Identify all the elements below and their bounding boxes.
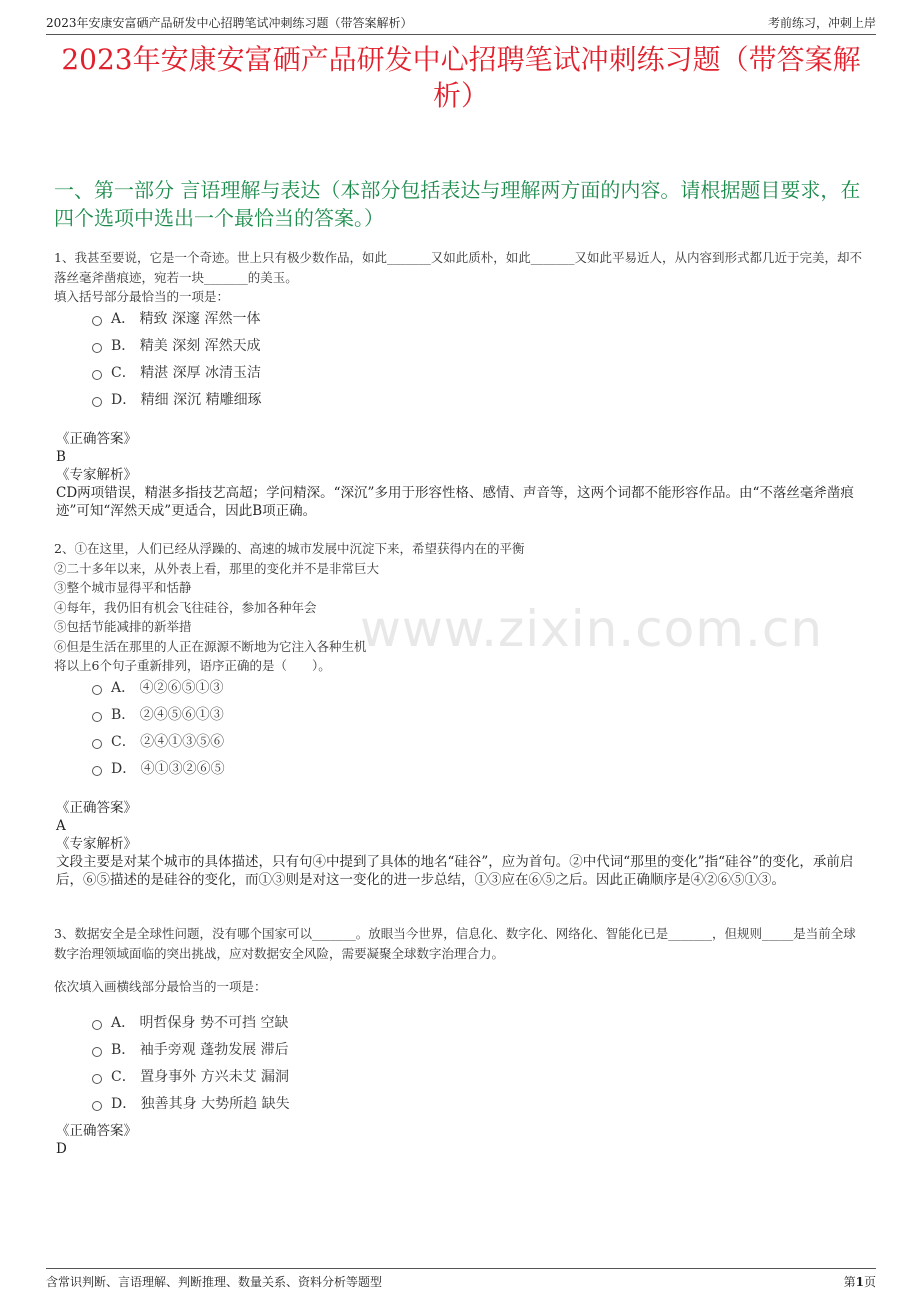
radio-icon[interactable] (92, 766, 102, 776)
analysis-text: CD两项错误，精湛多指技艺高超；学问精深。“深沉”多用于形容性格、感情、声音等，这两个词都不能形容作品。由“不落丝毫斧凿痕迹”可知“浑然天成”更适合，因此B项正确。 (56, 485, 854, 519)
radio-icon[interactable] (92, 316, 102, 326)
page-footer (46, 1268, 876, 1291)
radio-icon[interactable] (92, 739, 102, 749)
radio-icon[interactable] (92, 397, 102, 407)
radio-icon[interactable] (92, 685, 102, 695)
footer-description: 含常识判断、言语理解、判断推理、数量关系、资料分析等题型 (46, 1275, 383, 1289)
question-2-line: ③整个城市显得平和恬静 (54, 580, 192, 595)
answer-value: D (56, 1141, 67, 1157)
question-3-prompt: 依次填入画横线部分最恰当的一项是： (54, 979, 267, 994)
question-3-answer-block (56, 1122, 868, 1158)
radio-icon[interactable] (92, 712, 102, 722)
answer-label: 《正确答案》 (56, 431, 137, 447)
radio-icon[interactable] (92, 1074, 102, 1084)
question-3-text: 3、数据安全是全球性问题，没有哪个国家可以_______。放眼当今世界，信息化、数字化、网络化、智能化已是_______，但规则_____是当前全球数字治理领域面临的突出挑战，应对数据安全风险，需要凝聚全球数字治理合力。 (54, 926, 856, 961)
header-slogan: 考前练习，冲刺上岸 (767, 16, 876, 30)
question-2-line: ②二十多年以来，从外表上看，那里的变化并不是非常巨大 (54, 560, 380, 576)
question-1-options (92, 304, 262, 412)
question-3-stem (54, 924, 868, 997)
option-a[interactable]: A． 明哲保身 势不可挡 空缺 (92, 1008, 290, 1035)
option-a[interactable]: A． ④②⑥⑤①③ (92, 673, 225, 700)
option-c[interactable]: C． 置身事外 方兴未艾 漏洞 (92, 1062, 290, 1089)
question-2-options (92, 673, 225, 781)
analysis-text: 文段主要是对某个城市的具体描述，只有句④中提到了具体的地名“硅谷”，应为首句。②中代词“那里的变化”指“硅谷”的变化，承前启后，⑥⑤描述的是硅谷的变化，而①③则是对这一变化的进一步总结，①③应在⑥⑤之后。因此正确顺序是④②⑥⑤①③。 (56, 854, 854, 888)
option-d[interactable]: D． 精细 深沉 精雕细琢 (92, 385, 262, 412)
header-doc-title: 2023年安康安富硒产品研发中心招聘笔试冲刺练习题（带答案解析） (46, 16, 413, 30)
option-b[interactable]: B． 袖手旁观 蓬勃发展 滞后 (92, 1035, 290, 1062)
question-2-line: ⑤包括节能减排的新举措 (54, 619, 192, 634)
option-d[interactable]: D． ④①③②⑥⑤ (92, 754, 225, 781)
radio-icon[interactable] (92, 1047, 102, 1057)
option-d[interactable]: D． 独善其身 大势所趋 缺失 (92, 1089, 290, 1116)
watermark: www.zixin.com.cn (360, 600, 824, 658)
radio-icon[interactable] (92, 343, 102, 353)
answer-value: B (56, 449, 66, 465)
answer-label: 《正确答案》 (56, 1123, 137, 1139)
question-2-line: ⑥但是生活在那里的人正在源源不断地为它注入各种生机 (54, 638, 367, 654)
option-b[interactable]: B． 精美 深刻 浑然天成 (92, 331, 262, 358)
question-1-answer-block (56, 430, 868, 520)
section-heading: 一、第一部分 言语理解与表达（本部分包括表达与理解两方面的内容。请根据题目要求，在四个选项中选出一个最恰当的答案。） (54, 178, 861, 230)
analysis-label: 《专家解析》 (56, 836, 137, 852)
radio-icon[interactable] (92, 370, 102, 380)
radio-icon[interactable] (92, 1020, 102, 1030)
answer-value: A (56, 818, 66, 834)
document-title: 2023年安康安富硒产品研发中心招聘笔试冲刺练习题（带答案解析） (61, 43, 861, 112)
question-2-answer-block (56, 799, 868, 889)
option-a[interactable]: A． 精致 深邃 浑然一体 (92, 304, 262, 331)
question-1-stem (54, 248, 868, 307)
radio-icon[interactable] (92, 1101, 102, 1111)
question-3-options (92, 1008, 290, 1116)
question-1-prompt: 填入括号部分最恰当的一项是： (54, 289, 230, 304)
question-2-line: 2、①在这里，人们已经从浮躁的、高速的城市发展中沉淀下来，希望获得内在的平衡 (54, 541, 525, 556)
question-2-line: ④每年，我仍旧有机会飞往硅谷，参加各种年会 (54, 599, 317, 615)
option-b[interactable]: B． ②④⑤⑥①③ (92, 700, 225, 727)
answer-label: 《正确答案》 (56, 800, 137, 816)
analysis-label: 《专家解析》 (56, 467, 137, 483)
option-c[interactable]: C． 精湛 深厚 冰清玉洁 (92, 358, 262, 385)
option-c[interactable]: C． ②④①③⑤⑥ (92, 727, 225, 754)
question-2-stem (54, 539, 868, 676)
page-header (46, 12, 876, 35)
question-2-prompt: 将以上6个句子重新排列，语序正确的是（ ）。 (54, 658, 331, 673)
question-1-text: 1、我甚至要说，它是一个奇迹。世上只有极少数作品，如此_______又如此质朴，如此_______又如此平易近人，从内容到形式都几近于完美，却不落丝毫斧凿痕迹，宛若一块_______的美玉。 (54, 250, 862, 285)
page-number: 第1页 (843, 1275, 876, 1289)
